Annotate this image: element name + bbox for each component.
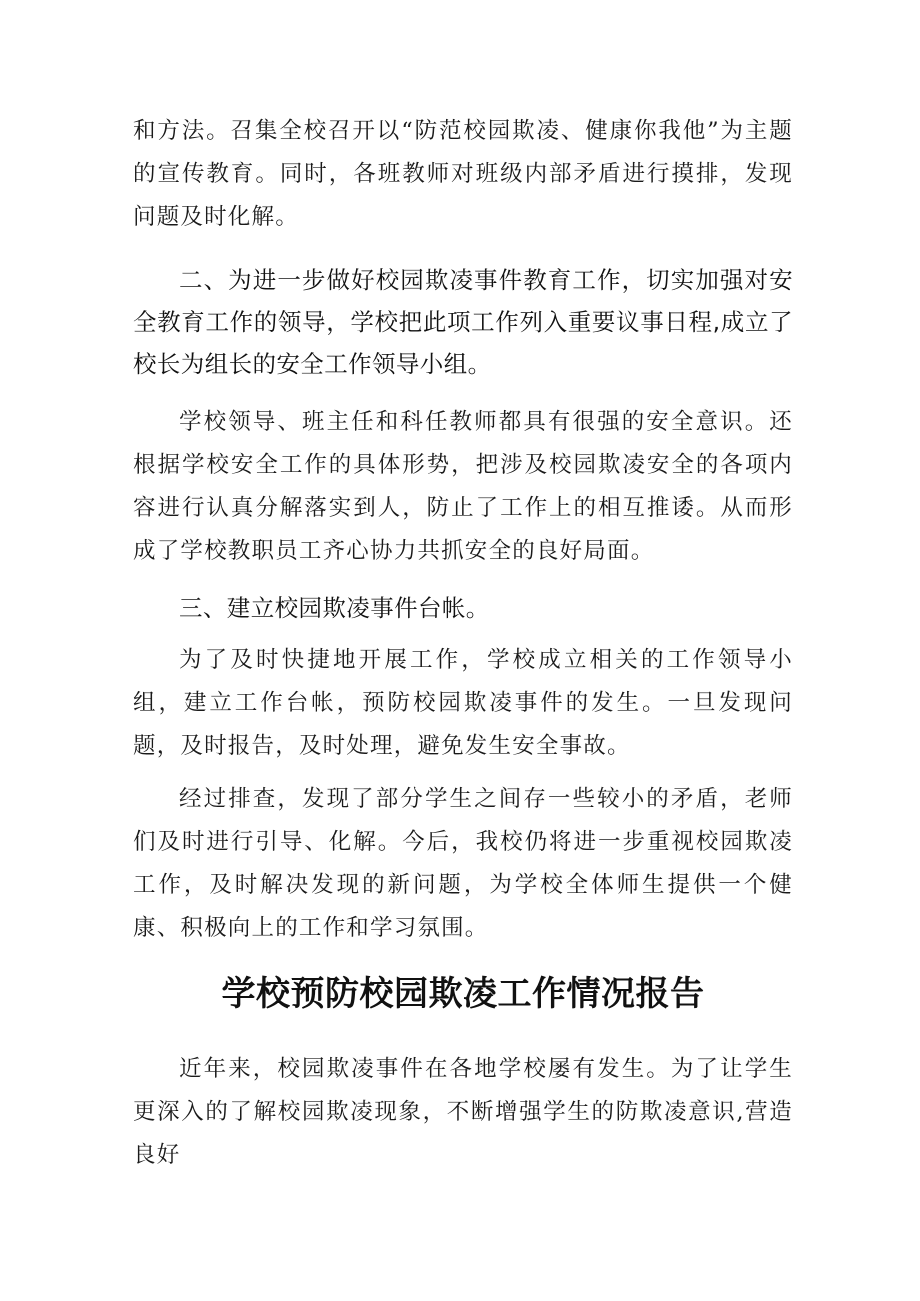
document-page [133, 110, 793, 1177]
paragraph-top: 和方法。召集全校召开以“防范校园欺凌、健康你我他”为主题的宣传教育。同时，各班教师对班级内部矛盾进行摸排，发现问题及时化解。 [133, 118, 793, 230]
closing-paragraph: 经过排查，发现了部分学生之间存一些较小的矛盾，老师们及时进行引导、化解。今后，我校仍将进一步重视校园欺凌工作，及时解决发现的新问题，为学校全体师生提供一个健康、积极向上的工作和学习氛围。 [133, 786, 793, 941]
report-intro-paragraph: 近年来，校园欺凌事件在各地学校屡有发生。为了让学生更深入的了解校园欺凌现象，不断增强学生的防欺凌意识,营造良好 [133, 1056, 793, 1168]
report-title: 学校预防校园欺凌工作情况报告 [221, 974, 705, 1014]
section-3-body: 为了及时快捷地开展工作，学校成立相关的工作领导小组，建立工作台帐，预防校园欺凌事件的发生。一旦发现问题，及时报告，及时处理，避免发生安全事故。 [133, 647, 793, 759]
section-2-body: 学校领导、班主任和科任教师都具有很强的安全意识。还根据学校安全工作的具体形势，把涉及校园欺凌安全的各项内容进行认真分解落实到人，防止了工作上的相互推诿。从而形成了学校教职员工齐心协力共抓安全的良好局面。 [133, 409, 793, 564]
section-3-heading: 三、建立校园欺凌事件台帐。 [179, 594, 490, 622]
section-2-heading: 二、为进一步做好校园欺凌事件教育工作，切实加强对安全教育工作的领导，学校把此项工作列入重要议事日程,成立了校长为组长的安全工作领导小组。 [133, 266, 793, 378]
